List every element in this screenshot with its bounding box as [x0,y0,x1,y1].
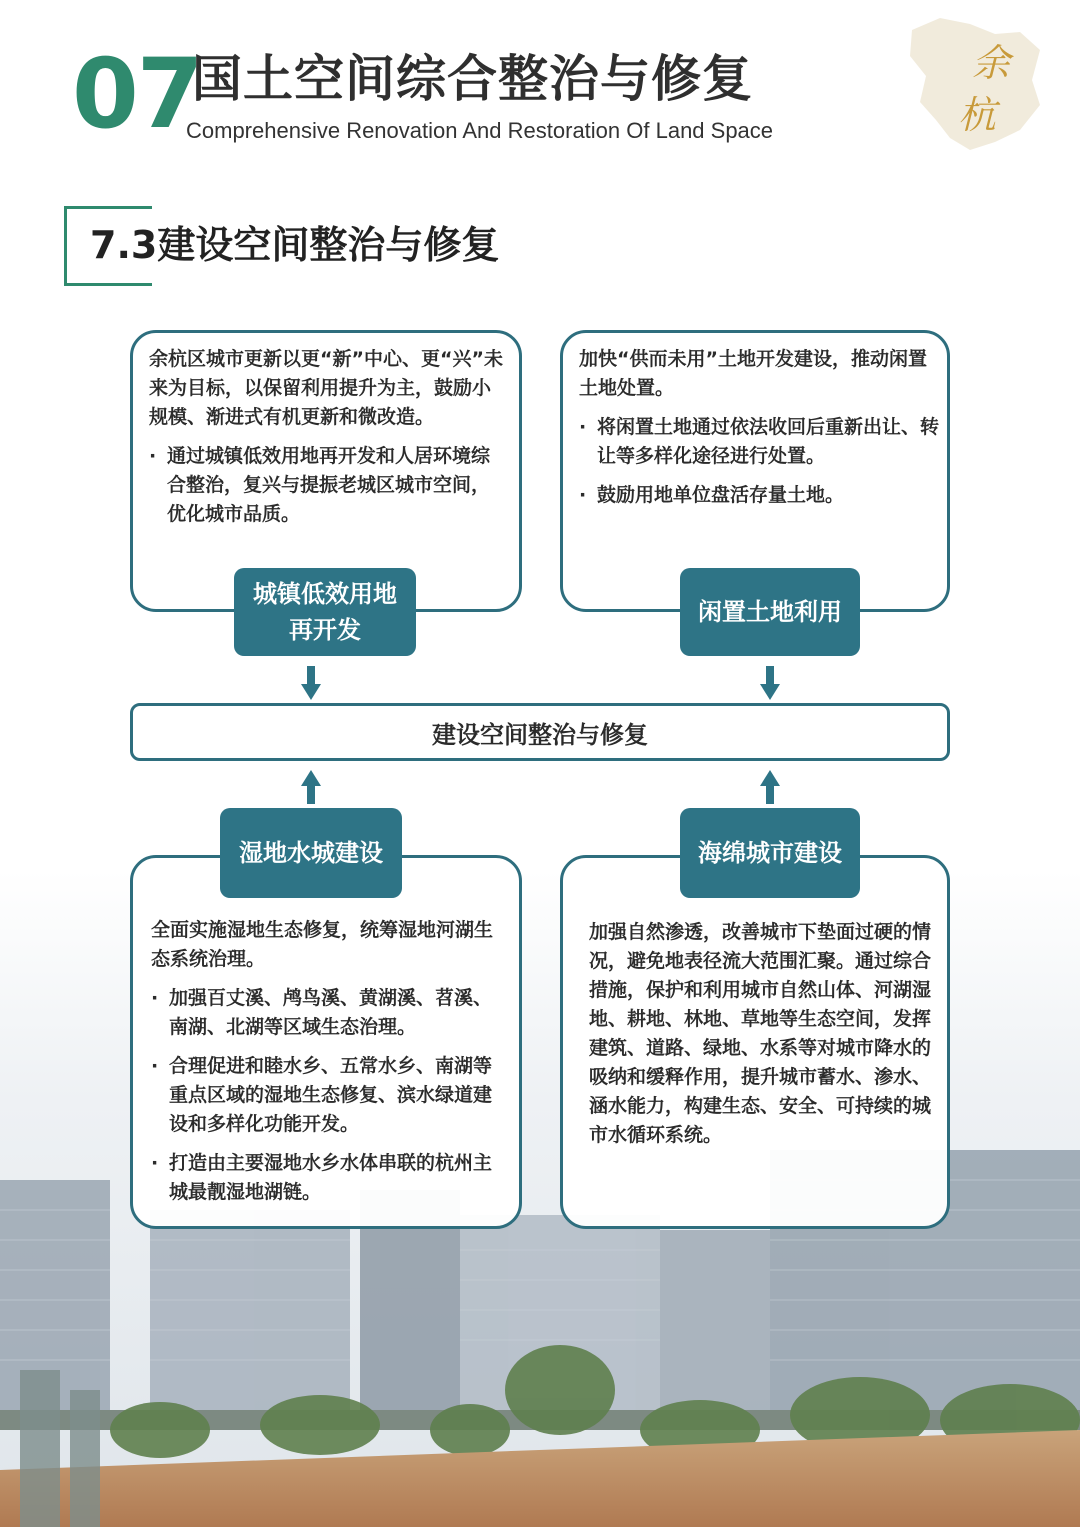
box-bl-bullet-2: · 合理促进和睦水乡、五常水乡、南湖等重点区域的湿地生态修复、滨水绿道建设和多样化功能开发。 [151,1052,509,1139]
box-tl-intro: 余杭区城市更新以更“新”中心、更“兴”未来为目标，以保留利用提升为主，鼓励小规模、渐进式有机更新和微改造。 [149,348,503,428]
arrow-up-right-icon [760,770,780,804]
arrow-down-left-icon [301,666,321,700]
box-tr-bullet-2: · 鼓励用地单位盘活存量土地。 [579,481,945,510]
chapter-number: 07 [72,38,202,150]
box-sponge-city [560,855,950,1229]
tag-tl-line2: 再开发 [289,616,361,644]
chapter-subtitle-en: Comprehensive Renovation And Restoration Of Land Space [186,118,774,143]
box-bl-bullet-1: · 加强百丈溪、鸬鸟溪、黄湖溪、苕溪、南湖、北湖等区域生态治理。 [151,984,509,1042]
arrow-up-left-icon [301,770,321,804]
box-br-intro: 加强自然渗透，改善城市下垫面过硬的情况，避免地表径流大范围汇聚。通过综合措施，保护和利用城市自然山体、河湖湿地、耕地、林地、草地等生态空间，发挥建筑、道路、绿地、水系等对城市降水的吸纳和缓释作用，提升城市蓄水、渗水、涵水能力，构建生态、安全、可持续的城市水循环系统。 [589,921,932,1146]
tag-idle-land: 闲置土地利用 [680,568,860,656]
yuhang-map-logo [900,10,1050,160]
tag-sponge-city: 海绵城市建设 [680,808,860,898]
logo-text-1: 余 [972,41,1011,85]
logo-text-2: 杭 [958,93,997,137]
tag-wetland-water-city: 湿地水城建设 [220,808,402,898]
box-tr-intro: 加快“供而未用”土地开发建设，推动闲置土地处置。 [579,348,927,399]
arrow-down-right-icon [760,666,780,700]
section-title: 7.3建设空间整治与修复 [90,223,500,267]
chapter-title: 国土空间综合整治与修复 [192,50,753,108]
box-bl-bullet-3: · 打造由主要湿地水乡水体串联的杭州主城最靓湿地湖链。 [151,1149,509,1207]
box-bl-intro: 全面实施湿地生态修复，统筹湿地河湖生态系统治理。 [151,919,494,970]
box-tr-bullet-1: · 将闲置土地通过依法收回后重新出让、转让等多样化途径进行处置。 [579,413,945,471]
box-tl-bullet-1: · 通过城镇低效用地再开发和人居环境综合整治，复兴与提振老城区城市空间，优化城市品质。 [149,442,507,529]
tag-tl-line1: 城镇低效用地 [253,580,397,608]
tag-low-efficiency-land [234,568,416,656]
center-bar: 建设空间整治与修复 [130,703,950,761]
box-wetland-water-city [130,855,522,1229]
